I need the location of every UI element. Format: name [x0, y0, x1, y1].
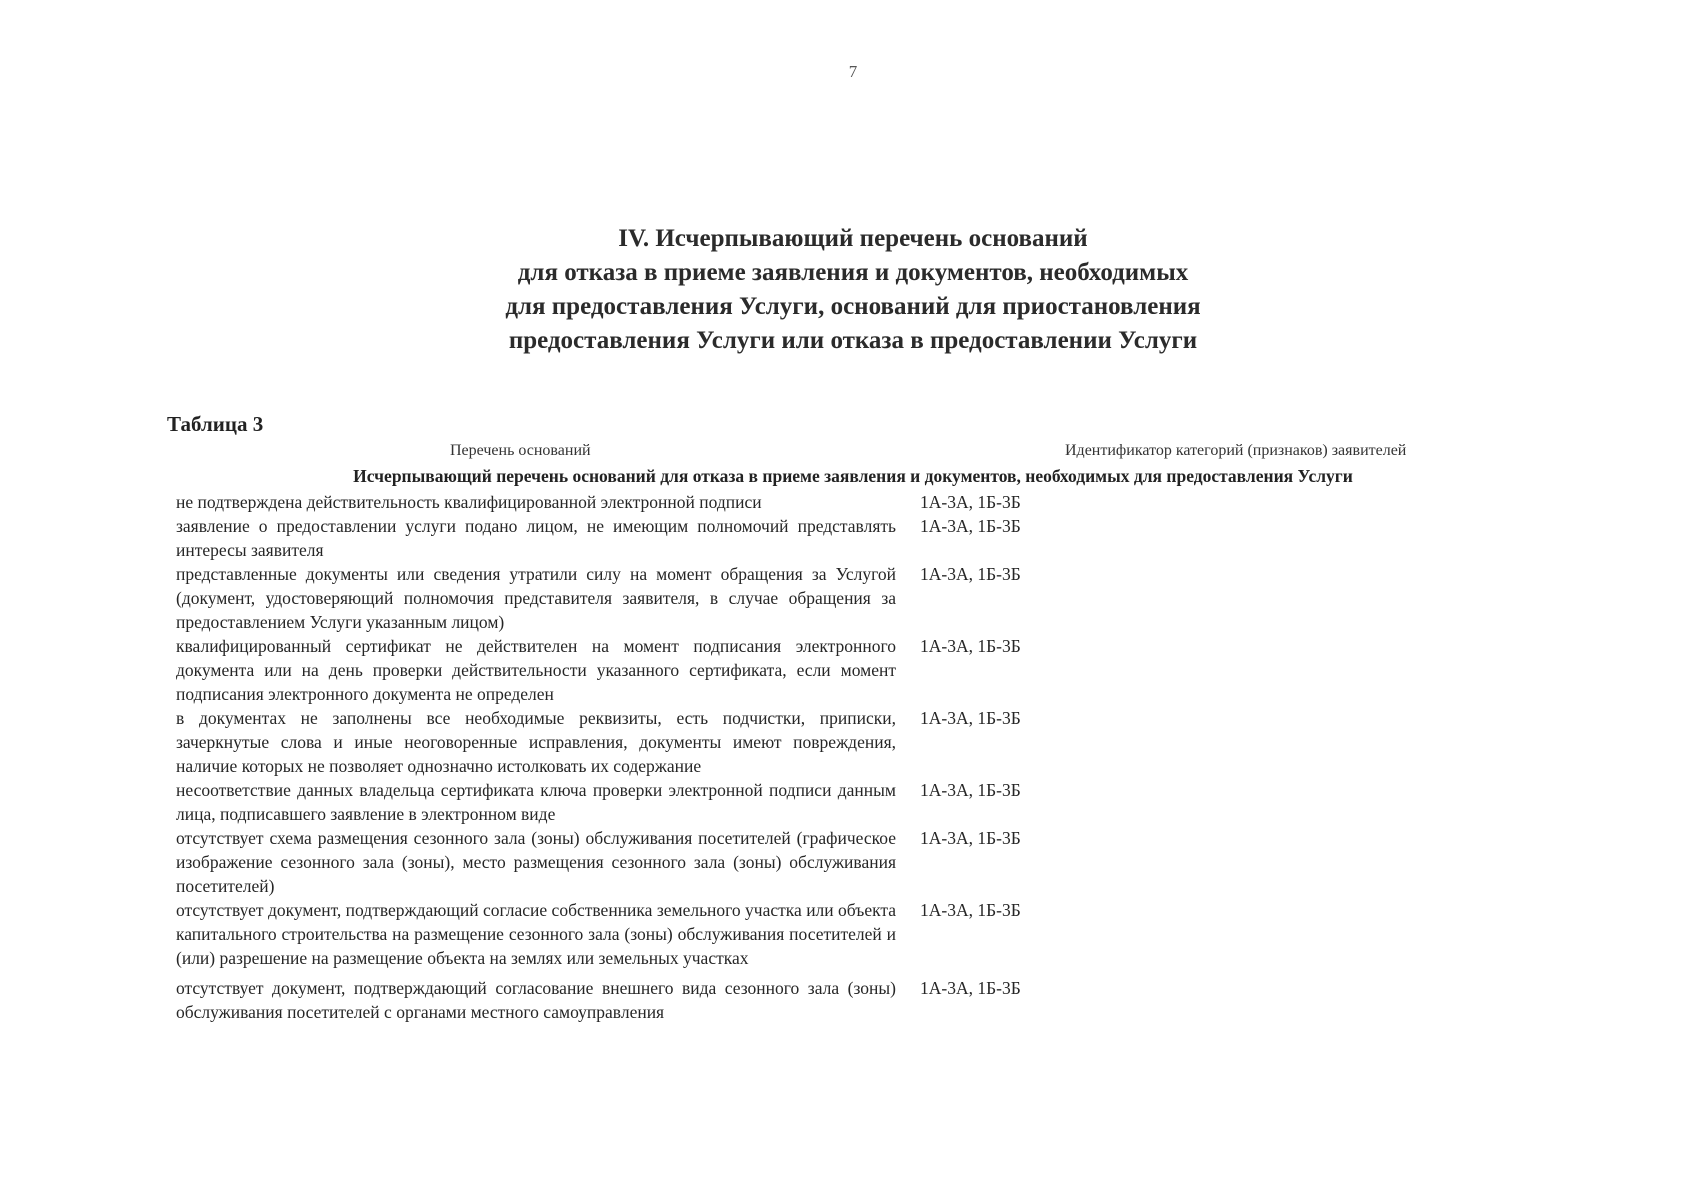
section-heading: [0, 222, 1706, 358]
reason-cell: отсутствует документ, подтверждающий согласование внешнего вида сезонного зала (зоны) обслуживания посетителей с органами местного самоуправления: [176, 978, 896, 1022]
table-section-title: Исчерпывающий перечень оснований для отказа в приеме заявления и документов, необходимых для предоставления Услуги: [353, 466, 1353, 486]
category-ids-cell: 1А-3А, 1Б-3Б: [920, 900, 1021, 920]
heading-line: предоставления Услуги или отказа в предоставлении Услуги: [508, 327, 1198, 354]
reason-cell: заявление о предоставлении услуги подано лицом, не имеющим полномочий представлять интересы заявителя: [176, 516, 896, 560]
reasons-table: [176, 490, 1576, 1024]
heading-line: IV. Исчерпывающий перечень оснований: [618, 225, 1088, 252]
table-row: [176, 490, 1576, 514]
category-ids-cell: 1А-3А, 1Б-3Б: [920, 492, 1021, 512]
category-ids-cell: 1А-3А, 1Б-3Б: [920, 516, 1021, 536]
table-row: [176, 634, 1576, 706]
table-row: [176, 514, 1576, 562]
reason-cell: отсутствует схема размещения сезонного зала (зоны) обслуживания посетителей (графическое изображение сезонного зала (зоны), место размещения сезонного зала (зоны) обслуживания посетителей): [176, 828, 896, 896]
heading-line: для отказа в приеме заявления и документов, необходимых: [517, 259, 1189, 286]
category-ids-cell: 1А-3А, 1Б-3Б: [920, 780, 1021, 800]
table-row: [176, 826, 1576, 898]
reason-cell: в документах не заполнены все необходимые реквизиты, есть подчистки, приписки, зачеркнутые слова и иные неоговоренные исправления, документы имеют повреждения, наличие которых не позволяет однозначно истолковать их содержание: [176, 708, 896, 776]
page-number: 7: [848, 62, 858, 81]
heading-line: для предоставления Услуги, оснований для приостановления: [505, 293, 1201, 320]
table-row: [176, 562, 1576, 634]
table-row: [176, 706, 1576, 778]
reason-cell: не подтверждена действительность квалифицированной электронной подписи: [176, 492, 762, 512]
category-ids-cell: 1А-3А, 1Б-3Б: [920, 636, 1021, 656]
table-row: [176, 976, 1576, 1024]
reason-cell: отсутствует документ, подтверждающий согласие собственника земельного участка или объекта капитального строительства на размещение сезонного зала (зоны) обслуживания посетителей и (или) разрешение на размещение объекта на землях или земельных участках: [176, 900, 896, 968]
table-row: [176, 778, 1576, 826]
category-ids-cell: 1А-3А, 1Б-3Б: [920, 564, 1021, 584]
category-ids-cell: 1А-3А, 1Б-3Б: [920, 978, 1021, 998]
category-ids-cell: 1А-3А, 1Б-3Б: [920, 828, 1021, 848]
reason-cell: представленные документы или сведения утратили силу на момент обращения за Услугой (документ, удостоверяющий полномочия представителя заявителя, в случае обращения за предоставлением Услуги указанным лицом): [176, 564, 896, 632]
table-row: [176, 898, 1576, 970]
reason-cell: несоответствие данных владельца сертификата ключа проверки электронной подписи данным лица, подписавшего заявление в электронном виде: [176, 780, 896, 824]
reason-cell: квалифицированный сертификат не действителен на момент подписания электронного документа или на день проверки действительности указанного сертификата, если момент подписания электронного документа не определен: [176, 636, 896, 704]
column-header-reasons: Перечень оснований: [450, 442, 591, 459]
column-header-categories: Идентификатор категорий (признаков) заявителей: [1065, 442, 1407, 459]
category-ids-cell: 1А-3А, 1Б-3Б: [920, 708, 1021, 728]
table-caption: Таблица 3: [167, 412, 264, 436]
